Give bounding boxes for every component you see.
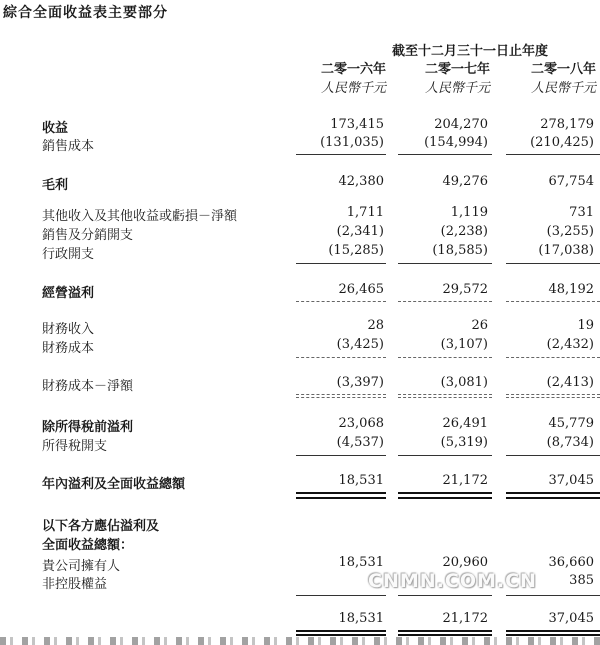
value-2018: 731 [569,205,594,220]
subtotal-rule [398,301,492,302]
row-label: 非控股權益 [42,577,108,592]
row-label: 其他收入及其他收益或虧損－淨額 [42,209,238,224]
row-label: 全面收益總額： [42,538,134,553]
value-2016: (131,035) [320,135,384,150]
value-2017: (5,319) [440,435,488,450]
column-year-2017: 二零一七年 [424,62,490,77]
table-row-attributable-heading-2 [0,534,600,552]
row-label: 所得稅開支 [42,439,108,454]
total-rule [398,497,492,499]
table-row-gross-profit [0,174,600,192]
total-rule [506,630,600,632]
value-2016: 18,531 [338,473,384,488]
value-2018: (2,413) [546,375,594,390]
column-unit-2016: 人民幣千元 [320,81,386,96]
value-2018: 45,779 [548,416,594,431]
subtotal-rule [398,263,492,264]
column-unit-2017: 人民幣千元 [424,81,490,96]
subtotal-rule [296,301,386,302]
row-label: 收益 [42,121,69,136]
value-2018: 19 [577,318,594,333]
table-row-profit-for-year [0,473,600,491]
value-2016: 18,531 [338,555,384,570]
value-2016: 173,415 [330,117,384,132]
table-row-cost-of-sales [0,135,600,153]
subtotal-rule [398,595,492,596]
value-2018: 67,754 [548,174,594,189]
row-label: 銷售成本 [42,139,95,154]
table-row-other-income [0,205,600,223]
table-row-income-tax [0,435,600,453]
value-2018: (3,255) [546,224,594,239]
value-2016: (3,397) [336,375,384,390]
subtotal-rule [506,394,600,395]
value-2017: (3,081) [440,375,488,390]
value-2017: 21,172 [442,473,488,488]
row-label: 貴公司擁有人 [42,559,121,574]
subtotal-rule [296,397,386,398]
page-title: 綜合全面收益表主要部分 [3,5,168,21]
total-rule [398,492,492,494]
table-row-selling-expenses [0,224,600,242]
value-2017: 26 [471,318,488,333]
subtotal-rule [506,357,600,358]
value-2017: (154,994) [424,135,488,150]
subtotal-rule [506,301,600,302]
watermark: CNMN.COM.CN [368,570,537,592]
row-label: 行政開支 [42,247,95,262]
row-label: 以下各方應佔溢利及 [42,519,160,534]
subtotal-rule [506,263,600,264]
subtotal-rule [296,455,386,456]
value-2017: (2,238) [440,224,488,239]
subtotal-rule [506,154,600,155]
table-row-operating-profit [0,282,600,300]
value-2018: 278,179 [540,117,594,132]
total-rule [296,492,386,494]
row-label: 財務收入 [42,322,95,337]
table-row-finance-income [0,318,600,336]
subtotal-rule [296,263,386,264]
value-2018: (8,734) [546,435,594,450]
cropped-text-strip [0,637,600,645]
value-2016: 42,380 [338,174,384,189]
row-label: 財務成本 [42,341,95,356]
column-year-2016: 二零一六年 [320,62,386,77]
total-rule [506,492,600,494]
subtotal-rule [398,397,492,398]
subtotal-rule [296,595,386,596]
subtotal-rule [398,154,492,155]
table-row-finance-costs [0,337,600,355]
period-heading: 截至十二月三十一日止年度 [391,44,548,59]
total-rule [398,630,492,632]
table-row-attributable-heading [0,515,600,533]
value-2016: (3,425) [336,337,384,352]
value-2017: 26,491 [442,416,488,431]
value-2018: 48,192 [548,282,594,297]
subtotal-rule [398,394,492,395]
value-2016: 28 [367,318,384,333]
row-label: 年內溢利及全面收益總額 [42,477,186,492]
row-label: 毛利 [42,178,69,193]
row-label: 除所得稅前溢利 [42,420,134,435]
value-2016: 23,068 [338,416,384,431]
total-rule [296,497,386,499]
total-rule [506,497,600,499]
total-rule [506,634,600,636]
row-label: 財務成本－淨額 [42,379,134,394]
value-2017: (3,107) [440,337,488,352]
value-2018: 37,045 [548,473,594,488]
value-2018: 36,660 [548,555,594,570]
value-2018: 37,045 [548,611,594,626]
value-2017: 1,119 [450,205,488,220]
table-row-admin-expenses [0,243,600,261]
row-label: 經營溢利 [42,286,95,301]
table-row-revenue [0,117,600,135]
value-2017: (18,585) [432,243,488,258]
value-2017: 204,270 [434,117,488,132]
value-2016: 18,531 [338,611,384,626]
total-rule [296,630,386,632]
subtotal-rule [296,394,386,395]
table-row-attributable-total [0,611,600,629]
value-2016: (2,341) [336,224,384,239]
value-2016: 26,465 [338,282,384,297]
value-2017: 21,172 [442,611,488,626]
subtotal-rule [296,357,386,358]
value-2018: (2,432) [546,337,594,352]
value-2016: (15,285) [328,243,384,258]
total-rule [398,634,492,636]
subtotal-rule [398,357,492,358]
value-2016: 1,711 [346,205,384,220]
value-2016: (4,537) [336,435,384,450]
total-rule [296,634,386,636]
value-2017: 49,276 [442,174,488,189]
column-year-2018: 二零一八年 [530,62,596,77]
value-2018: 385 [569,573,594,588]
value-2018: (17,038) [538,243,594,258]
subtotal-rule [296,154,386,155]
table-row-profit-before-tax [0,416,600,434]
subtotal-rule [506,595,600,596]
value-2017: 29,572 [442,282,488,297]
subtotal-rule [506,397,600,398]
table-row-finance-costs-net [0,375,600,393]
value-2017: 20,960 [442,555,488,570]
row-label: 銷售及分銷開支 [42,228,134,243]
subtotal-rule [506,455,600,456]
column-unit-2018: 人民幣千元 [530,81,596,96]
subtotal-rule [398,455,492,456]
value-2018: (210,425) [530,135,594,150]
